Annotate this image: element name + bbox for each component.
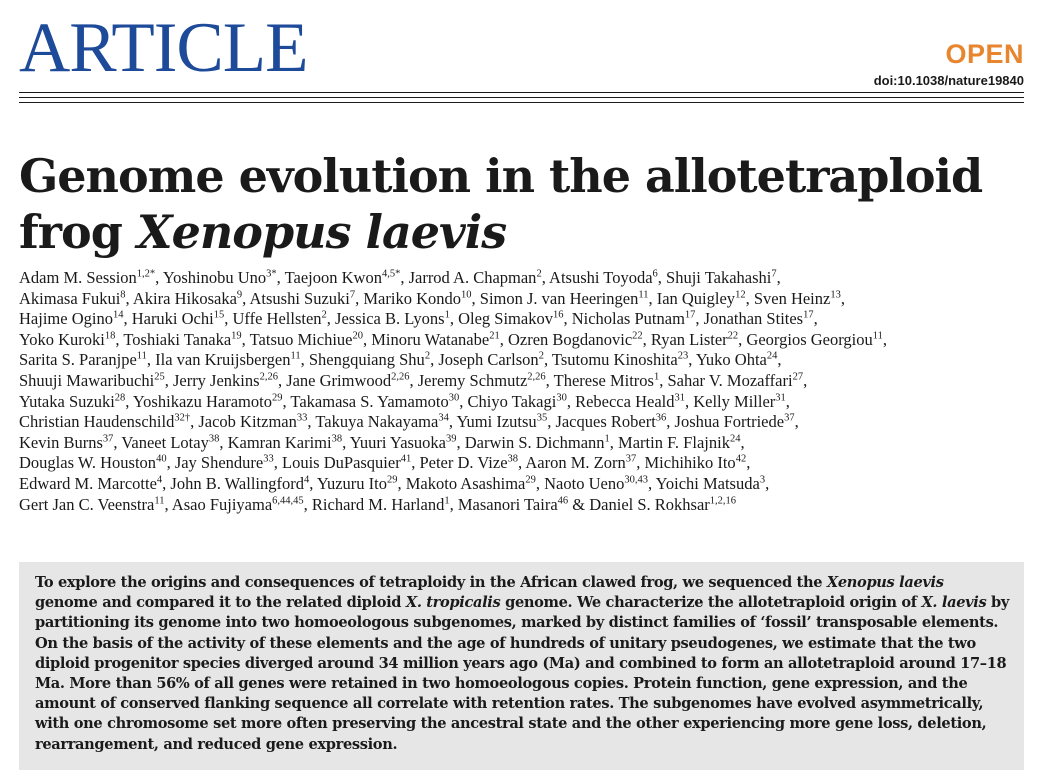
author-affiliation-marker: 6,44,45 — [272, 495, 304, 507]
author-affiliation-marker: 38 — [208, 433, 220, 445]
author-name[interactable]: Joshua Fortriede — [674, 412, 785, 432]
author-name[interactable]: Rebecca Heald — [575, 391, 675, 411]
author-name[interactable]: Sven Heinz — [753, 288, 831, 308]
author-affiliation-marker: 21 — [489, 330, 500, 342]
author-affiliation-marker: 46 — [557, 495, 569, 507]
abstract-species-name: Xenopus laevis — [826, 574, 944, 591]
author-affiliation-marker: 30 — [556, 392, 567, 404]
author-name[interactable]: Peter D. Vize — [419, 453, 508, 473]
author-affiliation-marker: 11 — [154, 495, 165, 507]
author-affiliation-marker: 39 — [446, 433, 457, 445]
author-affiliation-marker: 10 — [461, 289, 472, 301]
author-name[interactable]: Asao Fujiyama — [171, 494, 273, 514]
author-separator: , — [300, 350, 309, 370]
author-separator: , — [777, 350, 786, 370]
author-separator: , — [803, 370, 812, 390]
author-name[interactable]: Jay Shendure — [174, 453, 264, 473]
author-separator: , — [363, 329, 372, 349]
abstract-text — [35, 573, 1010, 755]
author-name[interactable]: Haruki Ochi — [131, 309, 214, 329]
author-name[interactable]: Martin F. Flajnik — [618, 432, 730, 452]
author-affiliation-marker: 1,2* — [136, 268, 156, 280]
author-separator: , — [342, 432, 350, 452]
author-affiliation-marker: 2,26 — [259, 371, 278, 383]
author-affiliation-marker: 2,26 — [391, 371, 410, 383]
author-affiliation-marker: 32† — [174, 412, 191, 424]
author-affiliation-marker: 11 — [872, 330, 883, 342]
abstract-text-segment: genome. We characterize the allotetraploid origin of — [500, 594, 922, 612]
author-separator: , — [125, 288, 133, 308]
author-affiliation-marker: 11 — [136, 350, 147, 362]
author-separator: , — [642, 329, 651, 349]
author-name[interactable]: Kamran Karimi — [227, 432, 332, 452]
author-name[interactable]: Aaron M. Zorn — [525, 453, 626, 473]
author-affiliation-marker: 15 — [213, 309, 225, 321]
author-separator: , — [326, 309, 336, 329]
author-name[interactable]: Kevin Burns — [19, 432, 103, 452]
author-separator: , — [397, 473, 406, 493]
author-separator: , — [746, 453, 755, 473]
author-separator: , — [282, 391, 291, 411]
author-affiliation-marker: 4 — [304, 474, 310, 486]
author-name[interactable]: Yoko Kuroki — [19, 329, 105, 349]
author-affiliation-marker: 2 — [536, 268, 542, 280]
article-title — [19, 148, 1019, 260]
author-affiliation-marker: 3* — [266, 268, 277, 280]
author-separator: , — [545, 370, 554, 390]
author-affiliation-marker: 17 — [684, 309, 696, 321]
author-separator: , — [303, 494, 312, 514]
author-separator: , — [684, 391, 694, 411]
author-affiliation-marker: 33 — [263, 453, 274, 465]
author-affiliation-marker: 11 — [638, 289, 649, 301]
author-name[interactable]: Sarita S. Paranjpe — [19, 350, 137, 370]
author-name[interactable]: Uffe Hellsten — [232, 309, 322, 329]
author-separator: , — [430, 350, 439, 370]
author-separator: , — [456, 432, 465, 452]
author-name[interactable]: Joseph Carlson — [438, 350, 539, 370]
author-name[interactable]: Yumi Izutsu — [456, 412, 537, 432]
author-name[interactable]: Yoichi Matsuda — [655, 473, 760, 493]
author-separator: , — [115, 329, 124, 349]
author-affiliation-marker: 18 — [104, 330, 116, 342]
author-name[interactable]: Ozren Bogdanovic — [507, 329, 633, 349]
author-name[interactable]: Sahar V. Mozaffari — [667, 370, 793, 390]
author-separator: , — [155, 268, 163, 287]
author-affiliation-marker: 41 — [400, 453, 412, 465]
author-separator: , — [471, 288, 480, 308]
author-name[interactable]: Tatsuo Michiue — [249, 329, 353, 349]
author-affiliation-marker: 2,26 — [527, 371, 546, 383]
author-separator: , — [409, 370, 418, 390]
author-affiliation-marker: 12 — [735, 289, 746, 301]
author-name[interactable]: Darwin S. Dichmann — [464, 432, 605, 452]
author-separator: & — [568, 494, 590, 514]
author-name[interactable]: Jane Grimwood — [286, 370, 392, 390]
abstract-text-segment: by partitioning its genome into two homoeologous subgenomes, marked by distinct families of ‘fossil’ transposable elements. On the basis of the activity of these elements and the age of hundreds of unitary pseudogenes, we estimate that the two diploid progenitor species diverged around 34 million years ago (Ma) and combined to form an allotetraploid around 17–18 Ma. More than 56% of all genes were retained in two homoeologous copies. Protein function, gene expression, and the amount of conserved flanking sequence all correlate with retention rates. The subgenomes have evolved asymmetrically, with one chromosome set more often preserving the ancestral state and the other experiencing more gene loss, deletion, rearrangement, and reduced gene expression. — [35, 594, 1010, 753]
author-affiliation-marker: 2 — [538, 350, 544, 362]
author-separator: , — [449, 494, 458, 514]
abstract-text-segment: genome and compared it to the related diploid — [35, 594, 406, 612]
author-affiliation-marker: 13 — [830, 289, 841, 301]
author-name[interactable]: Jarrod A. Chapman — [408, 268, 537, 287]
author-affiliation-marker: 27 — [792, 371, 804, 383]
author-separator: , — [648, 288, 657, 308]
author-name[interactable]: Ian Quigley — [656, 288, 736, 308]
author-name[interactable]: Gert Jan C. Veenstra — [19, 494, 155, 514]
author-separator: , — [547, 412, 556, 432]
author-separator: , — [309, 473, 317, 493]
author-separator: , — [745, 288, 754, 308]
author-affiliation-marker: 29 — [271, 392, 283, 404]
author-separator: , — [162, 473, 171, 493]
author-separator: , — [740, 432, 749, 452]
author-affiliation-marker: 37 — [625, 453, 637, 465]
author-name[interactable]: Ila van Kruijsbergen — [155, 350, 291, 370]
author-name[interactable]: Yuzuru Ito — [316, 473, 387, 493]
author-separator: , — [355, 288, 364, 308]
author-separator: , — [609, 432, 619, 452]
author-affiliation-marker: 1 — [444, 309, 450, 321]
author-affiliation-marker: 4,5* — [381, 268, 401, 280]
abstract-species-name: X. laevis — [921, 594, 987, 612]
author-affiliation-marker: 30 — [448, 392, 460, 404]
author-affiliation-marker: 31 — [775, 392, 786, 404]
author-name[interactable]: Jonathan Stites — [703, 309, 804, 329]
author-name[interactable]: Akimasa Fukui — [19, 288, 121, 308]
author-separator: , — [273, 453, 283, 473]
author-name[interactable]: Ryan Lister — [650, 329, 728, 349]
author-separator: , — [241, 329, 250, 349]
author-affiliation-marker: 7 — [771, 268, 777, 280]
author-name[interactable]: Atsushi Suzuki — [249, 288, 350, 308]
author-name[interactable]: Taejoon Kwon — [284, 268, 382, 287]
author-name[interactable]: Yoshikazu Haramoto — [132, 391, 272, 411]
author-separator: , — [449, 309, 459, 329]
author-separator: , — [543, 350, 552, 370]
author-name[interactable]: Hajime Ogino — [19, 309, 113, 329]
author-separator: , — [277, 370, 287, 390]
author-separator: , — [636, 453, 645, 473]
author-affiliation-marker: 34 — [438, 412, 449, 424]
author-name[interactable]: Masanori Taira — [457, 494, 558, 514]
author-affiliation-marker: 23 — [677, 350, 689, 362]
author-name[interactable]: Louis DuPasquier — [282, 453, 401, 473]
author-affiliation-marker: 35 — [536, 412, 548, 424]
author-affiliation-marker: 8 — [120, 289, 126, 301]
author-separator: , — [541, 268, 550, 287]
author-name[interactable]: Toshiaki Tanaka — [123, 329, 232, 349]
author-separator: , — [123, 309, 132, 329]
title-species-name: Xenopus laevis — [136, 205, 507, 259]
author-affiliation-marker: 33 — [296, 412, 308, 424]
author-name[interactable]: Chiyo Takagi — [467, 391, 557, 411]
author-affiliation-marker: 40 — [156, 453, 167, 465]
author-list — [19, 268, 1029, 515]
author-separator: , — [459, 391, 468, 411]
author-affiliation-marker: 24 — [766, 350, 778, 362]
author-affiliation-marker: 36 — [655, 412, 667, 424]
author-name[interactable]: Naoto Ueno — [544, 473, 625, 493]
author-affiliation-marker: 14 — [112, 309, 124, 321]
author-separator: , — [776, 268, 785, 287]
author-affiliation-marker: 29 — [387, 474, 398, 486]
author-name[interactable]: Mariko Kondo — [363, 288, 462, 308]
author-separator: , — [813, 309, 822, 329]
author-separator: , — [499, 329, 508, 349]
author-separator: , — [411, 453, 420, 473]
author-name[interactable]: Shuuji Mawaribuchi — [19, 370, 155, 390]
author-affiliation-marker: 4 — [156, 474, 163, 486]
author-separator: , — [166, 453, 175, 473]
author-separator: , — [125, 391, 133, 411]
author-separator: , — [219, 432, 228, 452]
author-affiliation-marker: 28 — [114, 392, 126, 404]
author-separator: , — [307, 412, 316, 432]
author-affiliation-marker: 25 — [154, 371, 165, 383]
author-name[interactable]: Jerry Jenkins — [172, 370, 260, 390]
author-name[interactable]: Shuji Takahashi — [666, 268, 772, 287]
author-name[interactable]: Yuko Ohta — [695, 350, 767, 370]
author-affiliation-marker: 31 — [674, 392, 685, 404]
author-separator: , — [666, 412, 675, 432]
author-name[interactable]: Takuya Nakayama — [315, 412, 439, 432]
author-name[interactable]: Vaneet Lotay — [121, 432, 209, 452]
author-separator: , — [146, 350, 156, 370]
author-affiliation-marker: 17 — [803, 309, 814, 321]
section-label: ARTICLE — [19, 9, 308, 87]
author-name[interactable]: Nicholas Putnam — [571, 309, 685, 329]
author-affiliation-marker: 38 — [331, 433, 343, 445]
author-name[interactable]: Oleg Simakov — [458, 309, 553, 329]
author-name[interactable]: Christian Haudenschild — [19, 412, 175, 432]
author-separator: , — [164, 494, 172, 514]
author-affiliation-marker: 42 — [735, 453, 747, 465]
author-affiliation-marker: 20 — [352, 330, 363, 342]
author-separator: , — [276, 268, 285, 287]
author-affiliation-marker: 24 — [729, 433, 741, 445]
author-affiliation-marker: 29 — [525, 474, 536, 486]
author-separator: , — [738, 329, 747, 349]
author-name[interactable]: Therese Mitros — [553, 370, 654, 390]
author-separator: , — [688, 350, 696, 370]
author-separator: , — [794, 412, 803, 432]
author-name[interactable]: Takamasa S. Yamamoto — [290, 391, 449, 411]
author-name[interactable]: Jessica B. Lyons — [335, 309, 445, 329]
author-affiliation-marker: 6 — [652, 268, 658, 280]
author-separator: , — [695, 309, 704, 329]
header-rule-top — [19, 92, 1024, 93]
author-affiliation-marker: 30,43 — [624, 474, 648, 486]
abstract-species-name: X. tropicalis — [405, 594, 501, 612]
author-name[interactable]: Adam M. Session — [19, 268, 137, 287]
author-affiliation-marker: 11 — [290, 350, 301, 362]
author-separator: , — [242, 288, 250, 308]
author-separator: , — [190, 412, 199, 432]
author-separator: , — [563, 309, 572, 329]
author-separator: , — [535, 473, 545, 493]
author-affiliation-marker: 2 — [321, 309, 327, 321]
author-affiliation-marker: 38 — [507, 453, 519, 465]
author-name[interactable]: Jacques Robert — [555, 412, 656, 432]
author-affiliation-marker: 1,2,16 — [709, 495, 737, 507]
author-name[interactable]: Shengquiang Shu — [308, 350, 425, 370]
author-name[interactable]: Yuuri Yasuoka — [349, 432, 447, 452]
author-separator: , — [113, 432, 122, 452]
author-name[interactable]: Simon J. van Heeringen — [479, 288, 639, 308]
abstract-text-segment: To explore the origins and consequences of tetraploidy in the African clawed frog, we sequenced the — [35, 574, 827, 591]
author-name[interactable]: Richard M. Harland — [311, 494, 445, 514]
author-name[interactable]: Makoto Asashima — [405, 473, 526, 493]
author-affiliation-marker: 1 — [444, 495, 450, 507]
author-affiliation-marker: 1 — [653, 371, 660, 383]
author-separator: , — [647, 473, 656, 493]
author-affiliation-marker: 2 — [424, 350, 431, 362]
author-affiliation-marker: 37 — [784, 412, 795, 424]
author-separator: , — [785, 391, 795, 411]
author-name[interactable]: Yoshinobu Uno — [162, 268, 267, 287]
author-name[interactable]: John B. Wallingford — [170, 473, 304, 493]
author-affiliation-marker: 9 — [236, 289, 243, 301]
author-separator: , — [659, 370, 668, 390]
author-affiliation-marker: 37 — [102, 433, 114, 445]
author-separator: , — [448, 412, 457, 432]
author-name[interactable]: Jacob Kitzman — [198, 412, 297, 432]
author-separator: , — [765, 473, 774, 493]
author-name[interactable]: Georgios Georgiou — [746, 329, 873, 349]
header-rule-bottom — [19, 102, 1024, 103]
author-name[interactable]: Tsutomu Kinoshita — [551, 350, 678, 370]
author-name[interactable]: Minoru Watanabe — [371, 329, 490, 349]
header-rule-middle — [19, 97, 1024, 98]
author-affiliation-marker: 1 — [604, 433, 610, 445]
author-name[interactable]: Douglas W. Houston — [19, 453, 157, 473]
author-separator: , — [882, 329, 892, 349]
author-separator: , — [400, 268, 409, 287]
author-name[interactable]: Edward M. Marcotte — [19, 473, 157, 493]
author-name[interactable]: Daniel S. Rokhsar — [589, 494, 710, 514]
author-name[interactable]: Atsushi Toyoda — [549, 268, 653, 287]
author-affiliation-marker: 22 — [632, 330, 643, 342]
author-name[interactable]: Kelly Miller — [693, 391, 776, 411]
author-separator: , — [224, 309, 233, 329]
author-affiliation-marker: 19 — [231, 330, 242, 342]
author-separator: , — [657, 268, 667, 287]
author-separator: , — [566, 391, 576, 411]
author-affiliation-marker: 7 — [349, 289, 356, 301]
author-separator: , — [840, 288, 850, 308]
author-name[interactable]: Michihiko Ito — [644, 453, 736, 473]
author-name[interactable]: Akira Hikosaka — [132, 288, 237, 308]
title-line-1: Genome evolution in the allotetraploid — [19, 149, 983, 203]
open-access-badge: OPEN — [945, 39, 1024, 69]
author-name[interactable]: Jeremy Schmutz — [417, 370, 528, 390]
doi-text[interactable]: doi:10.1038/nature19840 — [873, 73, 1024, 88]
author-affiliation-marker: 3 — [759, 474, 766, 486]
title-line-2-prefix: frog — [19, 205, 137, 259]
author-name[interactable]: Yutaka Suzuki — [19, 391, 115, 411]
author-separator: , — [518, 453, 526, 473]
author-separator: , — [164, 370, 173, 390]
author-affiliation-marker: 22 — [727, 330, 739, 342]
author-affiliation-marker: 16 — [552, 309, 564, 321]
